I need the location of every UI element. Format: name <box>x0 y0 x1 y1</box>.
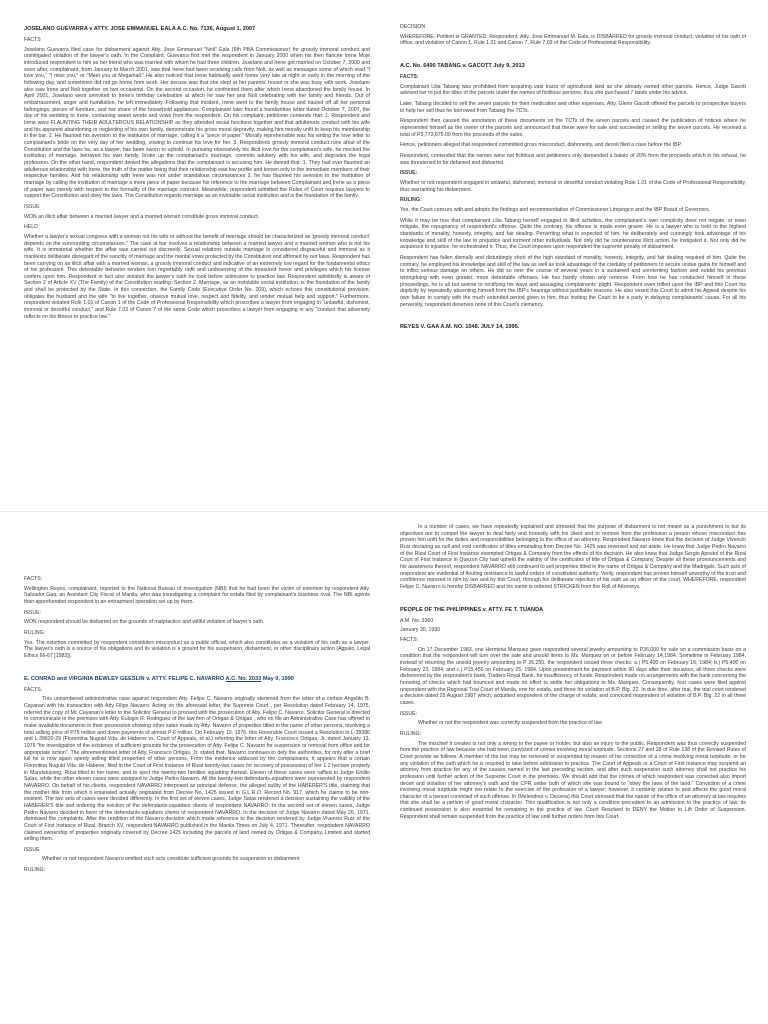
ruling-label: RULING: <box>400 730 422 737</box>
facts-paragraph: Hence, petitioners alleged that respondent committed gross misconduct, dishonesty, and deceit filed a case before the IBP. <box>400 142 682 149</box>
facts-text: On 17 December 1983, one Herminia Marquez gave respondent several jewelry amounting to P36,000 for sale on a commission basis on a condition that the respondent will turn over the sale and unsold items to Ms. Marquez on or before February 14,1984. Sometime in February 1984, instead of returning the unsold jewelry amounting to P 26,250, the respondent issued three checks: a.) P5,400 on February 16, 1984; b.) P5,400 on February 23, 1984; and c.) P15,450 on February 25, 1984. Upon presentment for payment within 90 days after their issuance, all three checks were dishonored by the respondent's bank, Traders Royal Bank, for insufficiency of funds. Respondent made no arrangements with the bank concerning the honoring of checks which had bounced and made no effort to settle her obligations to Ms. Marquez. Consequently, four cases were filed against respondent with the Regional Trial Court of Manila, one for estafa, and three for violation of B.P. Blg. 22. In due time, after trial, the trial court rendered a decision dated 25 August 1987 which, acquitted respondent of the charge of estafa; and convicted respondent of violation of B.P. Blg. 22 in all three cases. <box>400 646 746 706</box>
facts-label: FACTS: <box>400 74 419 81</box>
decision-label: DECISION <box>400 24 426 30</box>
left-column-guevarra <box>24 24 370 490</box>
facts-label: FACTS <box>24 37 41 44</box>
ruling-text: Yes. The extortion committed by respondent constitutes misconduct as a public official, which also constitutes as a violation of his oath as a lawyer. The lawyer's oath is a source of his obligations and its violation is a ground for his suspension, disbarment, or other disciplinary action (Agpalo, Legal Ethics 66-67 [1983]). <box>24 639 370 659</box>
facts-text: Joselano Guevarra filed case for disbarment against Atty. Jose Emmanuel "Noli" Eala (6th PBA Commissioner) for grossly immoral conduct and unmitigated violation of the lawyer's oath. In the Complaint, Guevarra first met the respondent in January 2000 when his then fiancée Irene Moje introduced respondent to him as her friend who was married with whom he had three children. Joselano and Irene got married on October 7, 2000 and soon after, complainant, from January to March 2001, saw that Irene had been receiving calls from Noli, as well as messages some of which read "I love you," "I miss you," or "Meet you at Megamall." He also noticed that Irene habitually went home very late at night or early in the morning of the following day, and sometimes did not go home from work. Her excuse was that she slept at her parents' house or she was busy with work. Joselano also saw Irene and Noli together on two occasions. On the second occasion, he confronted them after which Irene abandoned the family house. In April 2001, Joselano went uninvited to Irene's birthday celebration at which he saw her and Noli celebrating with her family and friends. Out of embarrassment, anger and humiliation, he left immediately. Following that incident, Irene went to the family house and hauled off all her personal belongings, pieces of furniture, and her share of the household appliances. Complainant later found a handwritten letter dated October 7, 2007, the day of his wedding to Irene, containing sweet words and vows from the respondent. On his complaint, petitioner contends that: 1. Respondent and Irene were FLAUNTING THEIR ADULTEROUS RELATIONSHIP as they attended social functions together and that adulterous conduct with his wife and his apparent abandoning or neglecting of his own family, demonstrate his gross moral depravity, making him morally unfit to keep his membership in the bar. 2. He flaunted his aversion to the institution of marriage, calling it a "piece of paper." Morally reprehensible was his writing the love letter to complainant's bride on the very day of her wedding, vowing to continue his love for her. 3. Respondents grossly immoral conduct runs afoul of the Constitution and the laws he, as a lawyer, has been sworn to uphold. In pursuing obsessively his illicit love for the complainant's wife, he mocked the institution of marriage, betrayed his own family, broke up the complainant's marriage, commits adultery with his wife, and degrades the legal profession. On the other hand, respondent denied the allegations that the complainant is accusing him. He denied that: 1. They had ever flaunted an adulterous relationship with Irene, the truth of the matter being that their relationship was low profile and known only to the immediate members of their respective families. And his relationship with Irene was not under scandalous circumstances 2. he has flaunted his aversion to the institution of marriage by calling the institution of marriage a mere piece of paper because his reference to the marriage between Complainant and Irene as a piece of paper was merely with respect to the formality of the marriage contract. Meanwhile, respondent admitted the Rules of Court requires lawyers to support the Constitution and obey the laws. The Constitution regards marriage as an inviolable social institution and is the foundation of the family. <box>24 46 370 200</box>
issue-label: ISSUE <box>24 846 40 853</box>
issue-text: Whether or not respondent Navarro omitted such acts constitute sufficient grounds for suspension or disbarment <box>42 856 300 863</box>
ruling-label: RULING: <box>400 197 422 204</box>
case-title-prefix: E. CONRAD and VIRGINIA BEWLEY GEESLIN v. ATTY. FELIPE C. NAVARRO <box>24 675 226 682</box>
issue-label: ISSUE: <box>24 609 42 616</box>
ruling-label: RULING: <box>24 629 46 636</box>
right-column-navarro-tuanda <box>400 524 746 1016</box>
case-number-link[interactable]: A.C. No. 2033 <box>225 675 262 682</box>
ruling-paragraph: Respondent has fallen dismally and disturbingly short of the high standard of morality, honesty, integrity, and fair dealing required of him. Quite the contrary, he employed his knowledge and skill of the law as well as took advantage of the credulity of petitioners to secure undue gains for himself and to inflict serious damage on others. He did so over the course of several years in a sustained and unrelenting fashion and outdid his previous wrongdoing with even greater, more detestable offenses. He has hardly shown any remorse. From how he has conducted himself in these proceedings, he is all but averse to rectifying his ways and assuaging complainants' plight. Respondent even trifled upon the IBP and this Court his duplicity by repeatedly absenting himself from the IBP's hearings without justifiable reasons. He also vexed this Court to admit his Appeal despite his own failure to comply with the much extended period given to him, thus inviting the Court to be a party in delaying complainants' cause. For all his perversity, respondent deserves none of this Court's clemency. <box>400 254 746 308</box>
held-label: HELD <box>24 224 38 231</box>
case-title-tabang: A.C. No. 6490 TABANG v. GACOTT July 9, 2013 <box>400 62 525 69</box>
issue-text: Whether or not the respondent was correctly suspended from the practice of law <box>418 720 602 727</box>
case-title-date: May 9, 1990 <box>261 675 294 682</box>
facts-label: FACTS: <box>400 637 419 644</box>
issue-label: ISSUE <box>24 203 40 210</box>
ruling-paragraph: Yes, the Court concurs with and adopts the findings and recommendation of Commissioner Limpingco and the IBP Board of Governors. <box>400 206 711 213</box>
issue-label: ISSUE: <box>400 710 418 717</box>
page-two <box>0 512 768 1024</box>
left-column-reyes-geeslin <box>24 576 370 1016</box>
case-title-tuanda: PEOPLE OF THE PHILIPPINES v. ATTY. FE T. TUANDA <box>400 606 544 613</box>
right-column-tabang <box>400 24 746 490</box>
facts-text: This unnumbered administrative case against respondent Atty. Felipe C. Navarro originally stemmed from the letter of a certain Angelito B. Cayanan with his transaction with Atty Filipe Navarro. Acting on the aforesaid letter, the Supreme Court , per Resolution dated February 14, 1975, referred the copy of Mr. Cayanan's letter to the Solicitor General to proceed with the prosecution of Atty. Felipe C. Navarro. Solicitor General is directed to communicate in the premises with Atty. Eulogio R. Rodriguez of the law firm of Ortigas & Ortigas , who on file an Administrative Case has offered to make available documents in their possession showing other sales made by Atty. Navarro of properties titled in the name of other persons, involving a total selling price of P75 million and down payments of almost P 6 million. On February 13, 1976, this Honorable Court issued a Resolution in L-39386 and L-39620-29 (Florentina Nuguid Vda. de Haberer vs. Court of Appeals, et al.) referring the letter of Atty. Francisco Ortigas, Jr. dated January 13, 1976 "for investigation of the existence of sufficient grounds for the prosecution of Atty. Felipe C. Navarro for suspension or removal from office and for appropriate action". The aforementioned letter of Atty. Francisco Ortigas, Jr. stated that, Navarro continues to defy the authorities, for only after a brief lull he is now again openly selling titled properties of other persons. From the evidence adduced by the complainants, it appears that a certain Florentina Nuguid Vda. de Haberer, filed in the Court of First Instance of Rizal twenty-two cases for recovery of possession of her 1.2 hectare property in Mandaluyong, Rizal titled in her name, and to eject the twenty-two families squatting thereat. Eleven of these cases were raffled to Judge Emilio Salas, while the other eleven cases were assigned to Judge Pedro Navarro. All the twenty-two defendants-squatters were represented by respondent NAVARRO. On behalf of his clients, respondent NAVARRO interposed as principal defense, the alleged nullity of the HABERER'S title, claiming that the mother title from which it emanated actually originated from Decree No. 1425 issued in G.L.R.O. Record No. 917, which he claims to be non-existent. The two sets of cases were decided differently. In the first set of eleven cases, Judge Salas rendered a decision sustaining the validity of the HABERER'S title and ordering the eviction of the defendants-squatters clients of respondent NAVARRO. In the second set of eleven cases, Judge Pedro Navarro decided in favor of the defendants-squatters clients of respondent NAVARRO. In the decision of Judge Navarro dated May 26, 1971, dismissed the complaints. After the rendition of the Navarro decision which made reference to the decision rendered by Judge Vivencio Ruiz of the Court of First Instance of Rizal, Branch XV, respondent NAVARRO published in the Manila Times on July 4, 1971. Thereafter, respondent NAVARRO claimed ownership of properties originally covered by Decree 1425 including the parcels of land owned by Ortigas & Company, Limited and started selling them. <box>24 696 370 843</box>
case-date: January 30, 1990 <box>400 627 441 634</box>
facts-label: FACTS: <box>24 576 43 582</box>
case-title-geeslin <box>24 676 370 683</box>
held-text: Whether a lawyer's sexual congress with a woman not his wife or without the benefit of marriage should be characterized as 'grossly immoral conduct' depends on the surrounding circumstances." The case at bar involves a relationship between a married lawyer and a married woman who is not his wife. It is immaterial whether the affair was carried out discreetly. Sexual relations outside marriage is considered disgraceful and immoral as it manifests deliberate disregard of the sanctity of marriage and the marital vows protected by the Constitution and affirmed by our laws. Respondent has been carrying on an illicit affair with a married woman, a grossly immoral conduct and indicative of an extremely low regard for the fundamental ethics of his profession. This detestable behavior renders him regrettably unfit and undeserving of the treasured honor and privileges which his license confers upon him. Respondent in fact also violated the lawyer's oath he took before admission to practice law. Respondent admittedly is aware of Section 2 of Article XV (The Family) of the Constitution reading: Section 2. Marriage, as an inviolable social institution, is the foundation of the family and shall be protected by the State. In this connection, the Family Code (Executive Order No. 209), which echoes this constitutional provision, obligates the husband and the wife "to live together, observe mutual love, respect and fidelity, and render mutual help and support." Furthermore, respondent violated Rule 1.01 of Canon 1 of the Code of Professional Responsibility which proscribes a lawyer from engaging in "unlawful, dishonest, immoral or deceitful conduct," and Rule 7.03 of Canon 7 of the same Code which proscribes a lawyer from engaging in any "conduct that adversely reflects on his fitness to practice law." <box>24 233 370 320</box>
ruling-label: RULING: <box>24 867 46 874</box>
issue-label: ISSUE: <box>400 170 418 177</box>
issue-text: WON an illicit affair between a married lawyer and a married woman constitute gross immoral conduct. <box>24 213 260 220</box>
facts-text: Wellington Reyes, complainant, reported to the National Bureau of Investigation (NBI) that he had been the victim of extortion by respondent Atty. Salvador Gaa, an Assistant City Fiscal of Manila, who was investigating a complaint for estafa filed by complainant's business rival. The NBI agents then apprehended respondent in an entrapment operation set up by them. <box>24 585 370 605</box>
am-number: A.M. No. 3360 <box>400 617 434 624</box>
facts-paragraph: Complainant Lilia Tabang was prohibited from acquiring vast tracts of agricultural land as she already owned other parcels. Hence, Judge Gacott advised her to put the titles of the parcels under the names of fictitious persons, thus she purchased 7 lands under his advice. <box>400 83 746 97</box>
ruling-paragraph: While it may be true that complainant Lilia Tabang herself engaged in illicit activities, the complainant's own complicity does not negate, or even mitigate, the repugnancy of respondent's offense. Quite the contrary, his offense is made even graver. He is a lawyer who is held to the highest standards of morality, honesty, integrity, and fair dealing. Perverting what is expected of him, he deliberately and cunningly took advantage of his knowledge and skill of the law to prejudice and torment other individuals. Not only did he countenance illicit action, he instigated it. Not only did he acquiesce to injustice, he orchestrated it. Thus, the Court imposes upon respondent the supreme penalty of disbarment. <box>400 217 746 251</box>
facts-paragraph: Respondent then caused the annotation of these documents on the TCTs of the seven parcels and caused the publication of notices where he represented himself as the owner of the parcels and announced that these were for sale and succeeded in selling the seven parcels. He received a total of P3,773,675.00 from the proceeds of the sales. <box>400 118 746 138</box>
case-title-reyes: REYES V. GAA A.M. NO. 1048. JULY 14, 1995. <box>400 324 520 331</box>
facts-paragraph: Respondent, contended that the names were not fictitious and petitioners only demanded a balato of 20% from the proceeds which in his refusal, he was threatened to be defamed and disbarred. <box>400 153 746 166</box>
issue-text: Whether or not respondent engaged in unlawful, dishonest, immoral or deceitful conduct violating Rule 1.01 of the Code of Professional Responsibility, thus warranting his disbarment. <box>400 180 746 193</box>
facts-paragraph: Later, Tabang decided to sell the seven parcels for their medication and other expenses. Atty. Glenn Gacott offered the parcels to prospective buyers to help her sell thus he borrowed from Tabang the TCTs. <box>400 101 746 114</box>
case-title-guevarra: JOSELANO GUEVARRA v ATTY. JOSE EMMANUEL EALA A.C. No. 7136, August 1, 2007 <box>24 26 256 32</box>
decision-text: WHEREFORE, Petition is GRANTED. Respondent, Atty. Jose Emmanuel M. Eala, is DISBARRED for grossly immoral conduct, violation of his oath of office, and violation of Canon 1, Rule 1.01 and Canon 7, Rule 7.03 of the Code of Professional Responsibility. <box>400 33 746 47</box>
facts-label: FACTS: <box>24 686 43 693</box>
ruling-continued-text: In a number of cases, we have repeatedly explained and stressed that the purpose of disbarment is not meant as a punishment to but its objectives are to compel the lawyer to deal fairly and honestly with his client and to remove from the profession a person whose misconduct has proven him unfit for the duties and responsibilities belonging to the office of an attorney. Respondent Navarro knew that the decision of Judge Vivencio Ruiz declaring as null and void certificates of titles emanating from Decree No. 1425 was reversed and set aside. He knew that Judge Pedro Navarro of the Rizal Court of First Instance exempted Ortigas & Company from the effects of his decision. He also knew that Judge Sergio Apostol of the Rizal Court of First Instance in Quezon City had upheld the validity of the certificates of title of Ortigas & Company. Despite all these pronouncements and his awareness thereof, respondent NAVARRO still continued to sell properties titled in the name of Ortigas & Company and the Madrigals. Such acts of respondent are evidential of flouting resistance to lawful orders of constituted authority. Verily, respondent has proven himself unworthy of the trust and confidence reposed in him by law and by this Court, through his deliberate rejection of his oath as an officer of the court. WHEREFORE, respondent Felipe C. Navarro is hereby DISBARRED and his name is ordered STRICKEN from the Roll of Attorneys. <box>400 524 746 590</box>
ruling-text: The mischief it creates is not only a wrong to the payee or holder, but also an injury to the public. Respondent was thus correctly suspended from the practice of law because she had been convicted of crimes involving moral turpitude. Sections 27 and 28 of Rule 138 of the Revised Rules of Court provide as follows: A member of the bar may be removed or suspended by reason of his conviction of a crime involving moral turpitude, or for any violation of the oath which he is required to take before admission to practice. The Court of Appeals or a Court of First Instance may suspend an attorney from practice for any of the causes named in the last preceding section, and after such suspension such attorney shall not practice his profession until further action of the Supreme Court in the premises. We should add that the crimes of which respondent was convicted also import deceit and violation of her attorney's oath and the CPR under both of which she was bound to "obey the laws of the land." Conviction of a crime involving moral turpitude might not relate to the exercise of the profession of a lawyer; however, it certainly relates to and affects the good moral character of a person convicted of such offense. In (Melendrez v. Decena) this Court stressed that the nature of the office of an attorney at law requires that she shall be a person of good moral character. This qualification is not only a condition precedent to an admission to the practice of law; its continued possession is also essential for remaining in the practice of law. Court Resolved to DENY the Motion to Lift Order of Suspension. Respondent shall remain suspended from the practice of law until further orders from this Court. <box>400 740 746 820</box>
issue-text: WON respondent should be disbarred on the grounds of malpractice and willful violation of lawyer's oath. <box>24 619 265 626</box>
